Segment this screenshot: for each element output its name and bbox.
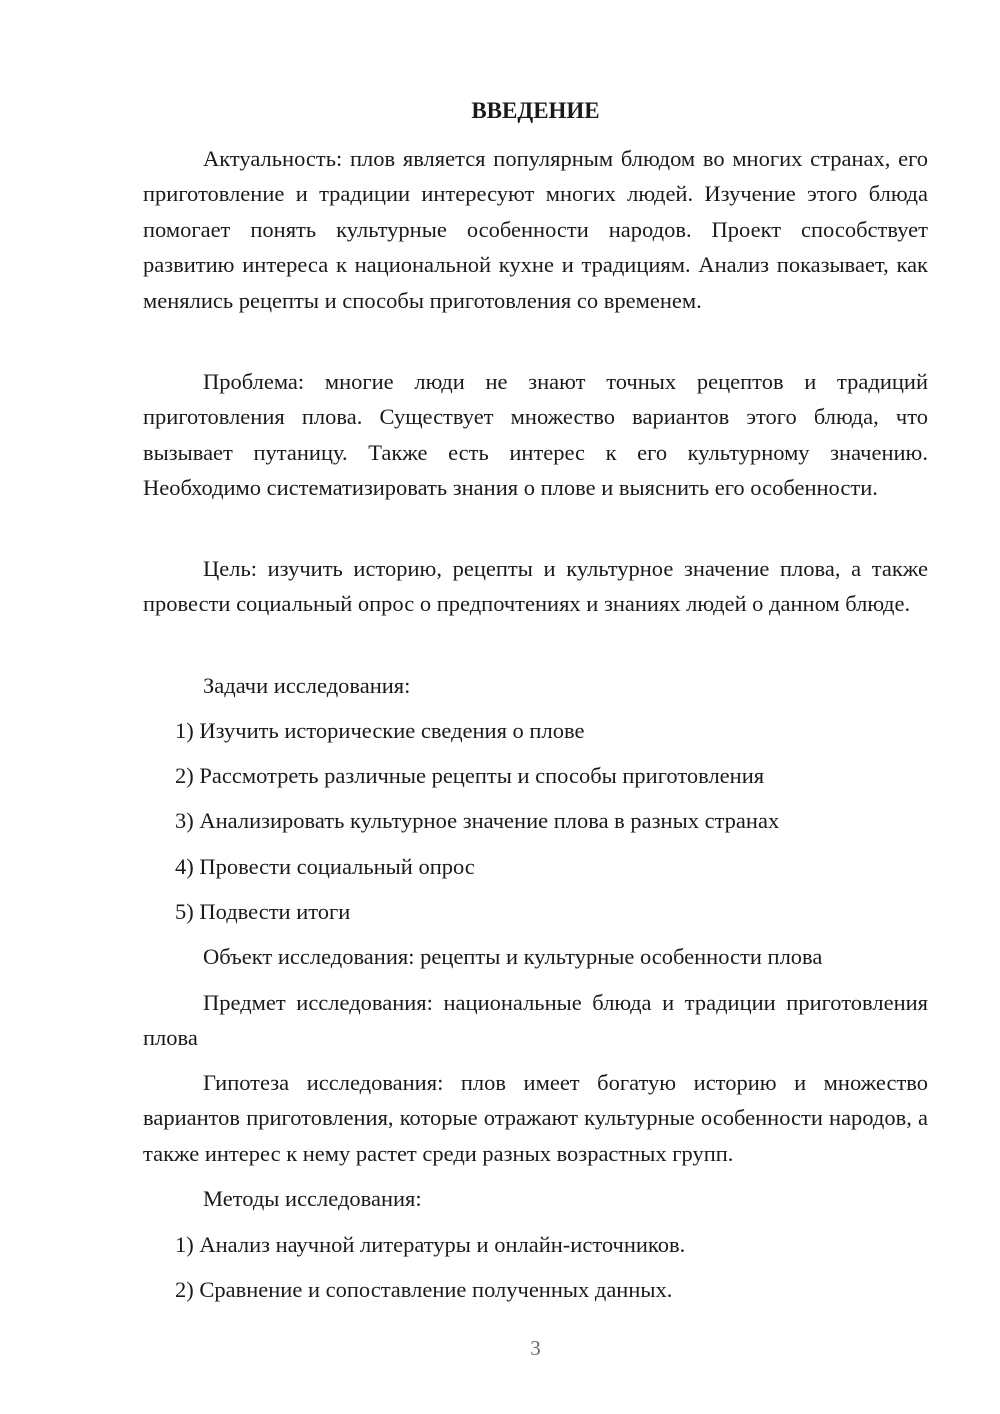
- goal-paragraph: Цель: изучить историю, рецепты и культурное значение плова, а также провести социальный опрос о предпочтениях и знаниях людей о данном блюде.: [143, 556, 928, 617]
- methods-title: Методы исследования:: [203, 1186, 422, 1211]
- page-number: 3: [530, 1336, 541, 1360]
- tasks-title: Задачи исследования:: [203, 673, 411, 698]
- task-item-1: 1) Изучить исторические сведения о плове: [175, 718, 585, 743]
- task-item-5: 5) Подвести итоги: [175, 899, 351, 924]
- task-item-2: 2) Рассмотреть различные рецепты и способы приготовления: [175, 763, 765, 788]
- task-item-3: 3) Анализировать культурное значение плова в разных странах: [175, 808, 780, 833]
- problem-paragraph: Проблема: многие люди не знают точных рецептов и традиций приготовления плова. Существует множество вариантов этого блюда, что вызывает путаницу. Также есть интерес к его культурному значению. Необходимо систематизировать знания о плове и выяснить его особенности.: [143, 369, 928, 501]
- subject-paragraph: Предмет исследования: национальные блюда и традиции приготовления плова: [143, 990, 928, 1051]
- method-item-1: 1) Анализ научной литературы и онлайн-источников.: [175, 1232, 686, 1257]
- method-item-2: 2) Сравнение и сопоставление полученных данных.: [175, 1277, 673, 1302]
- document-page: [143, 0, 928, 1414]
- hypothesis-paragraph: Гипотеза исследования: плов имеет богатую историю и множество вариантов приготовления, которые отражают культурные особенности народов, а также интерес к нему растет среди разных возрастных групп.: [143, 1070, 928, 1166]
- task-item-4: 4) Провести социальный опрос: [175, 854, 475, 879]
- relevance-paragraph: Актуальность: плов является популярным блюдом во многих странах, его приготовление и традиции интересуют многих людей. Изучение этого блюда помогает понять культурные особенности народов. Проект способствует развитию интереса к национальной кухне и традициям. Анализ показывает, как менялись рецепты и способы приготовления со временем.: [143, 146, 928, 313]
- page-title: ВВЕДЕНИЕ: [471, 98, 600, 123]
- object-paragraph: Объект исследования: рецепты и культурные особенности плова: [203, 944, 823, 969]
